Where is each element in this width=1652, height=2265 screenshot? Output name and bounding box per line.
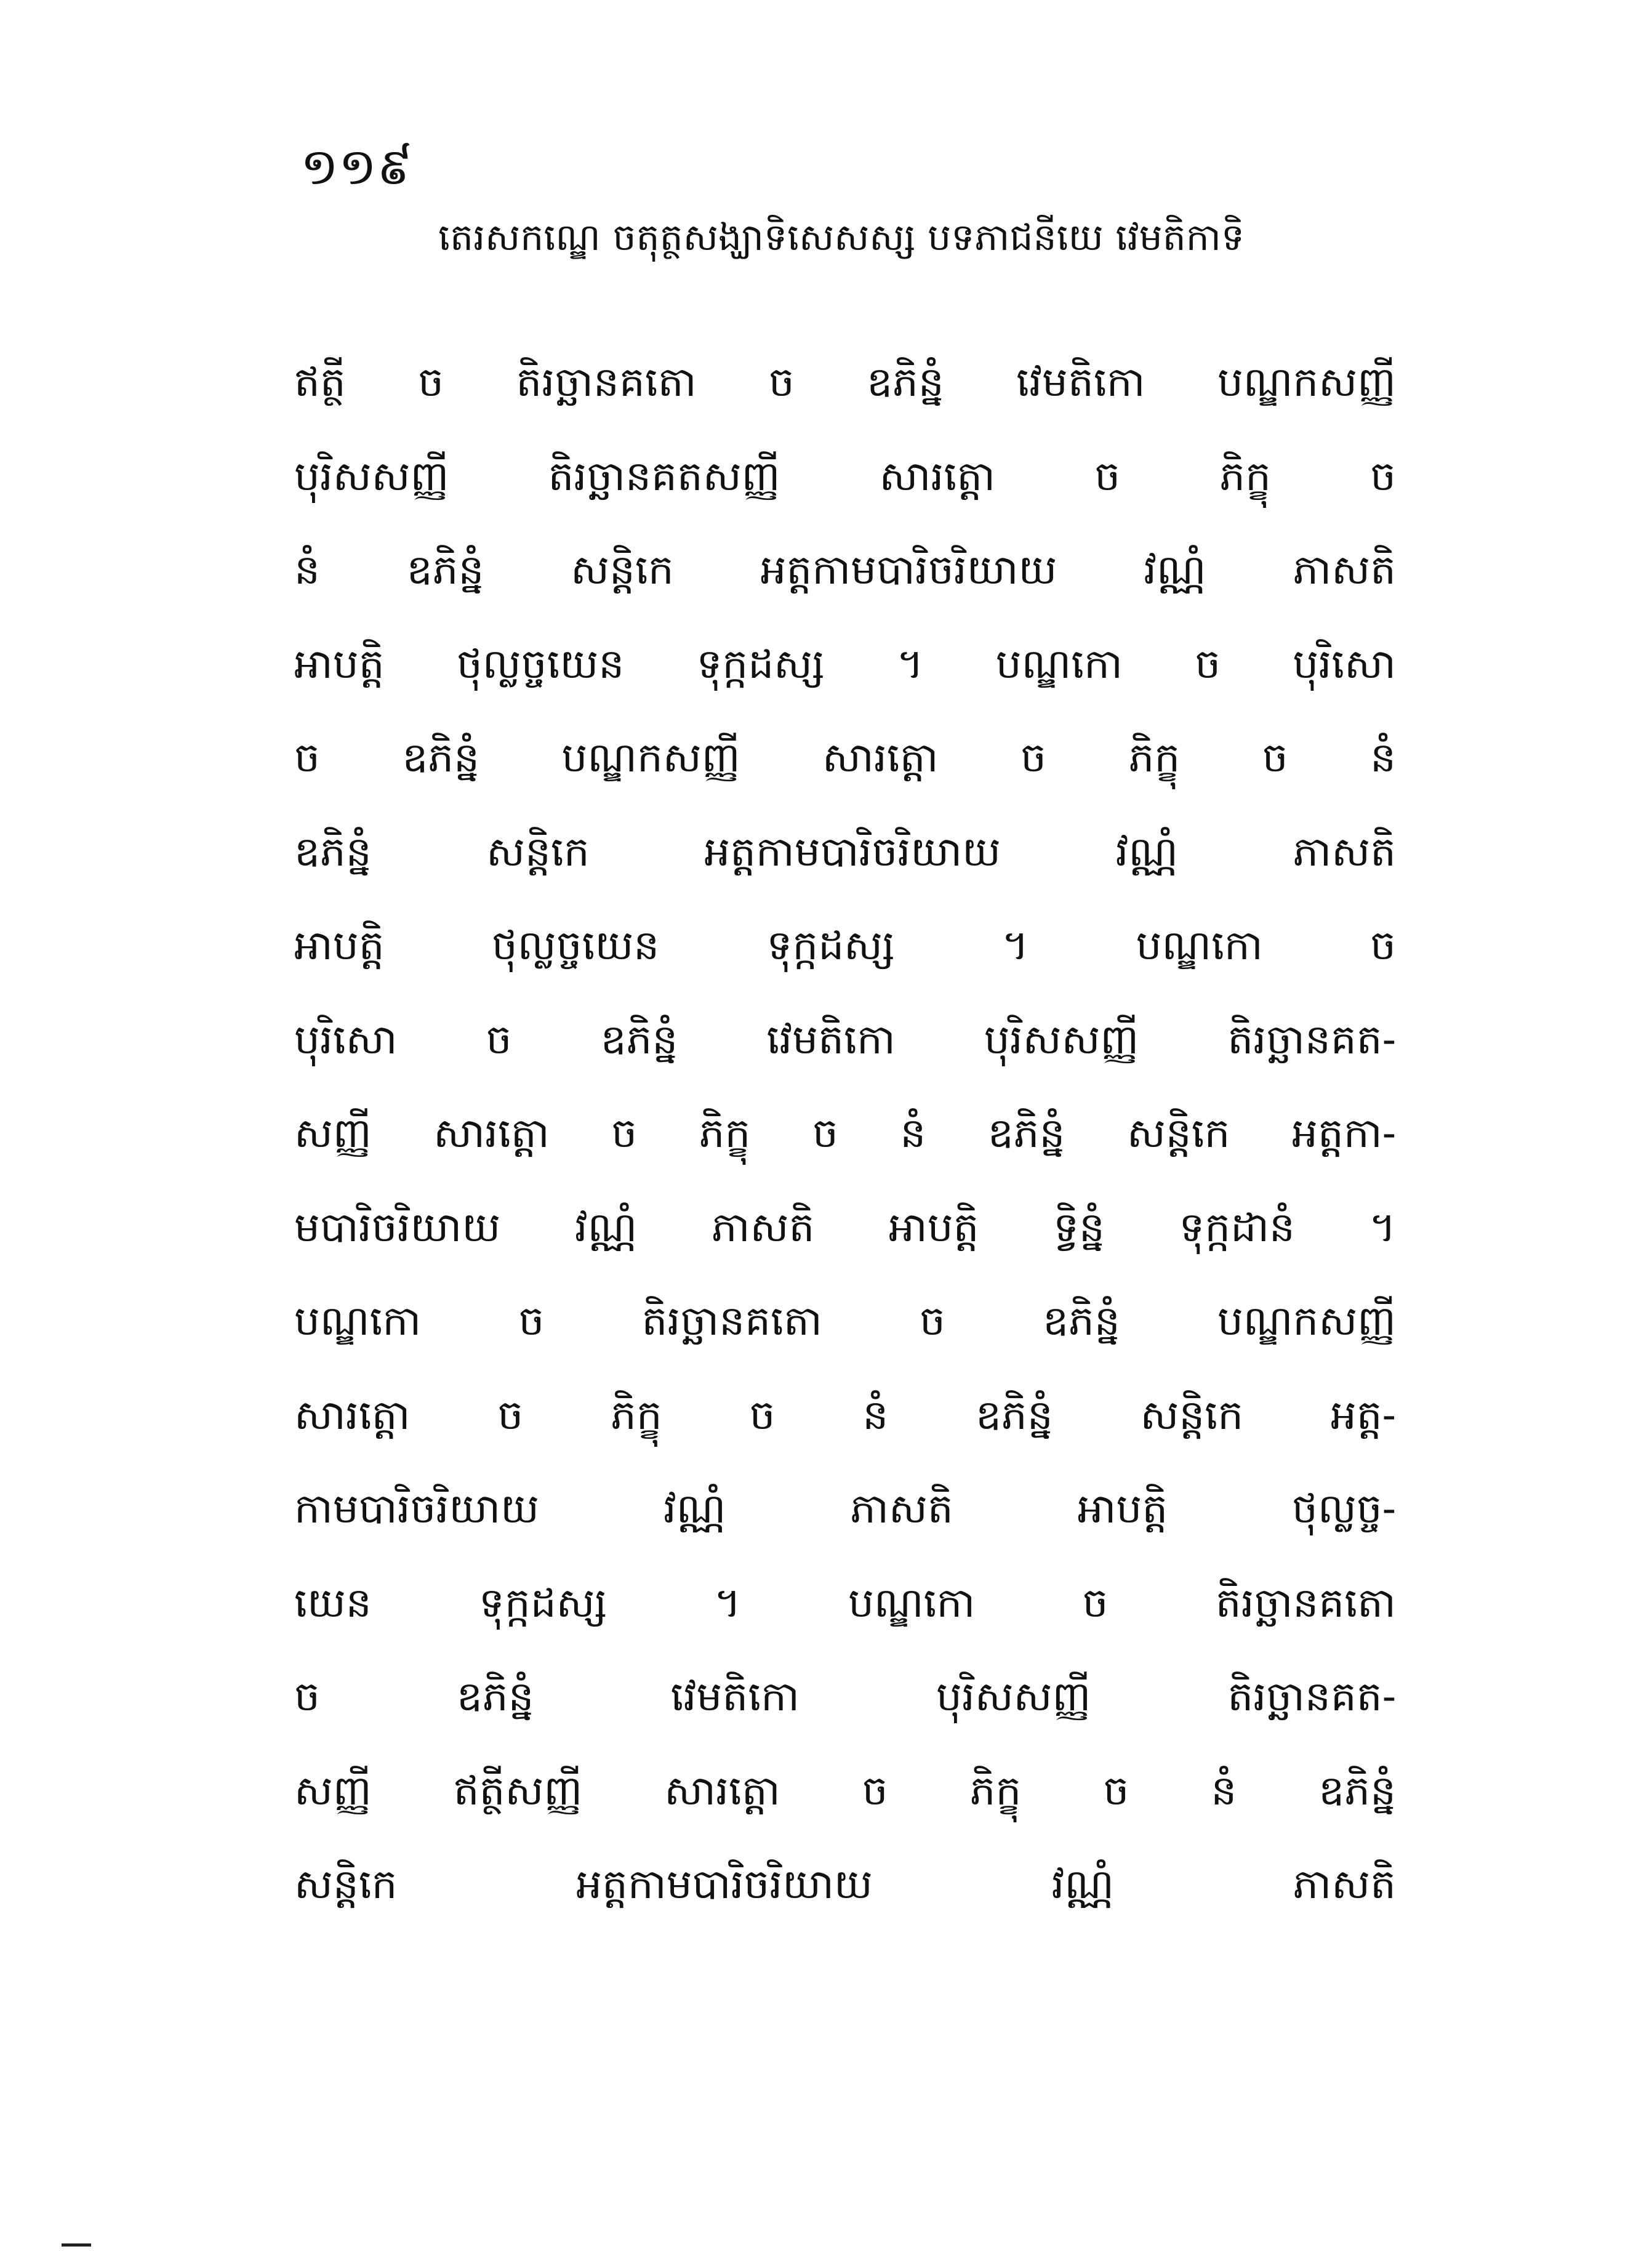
text-line: ច ឧភិន្នំ វេមតិកោ បុរិសសញ្ញី តិរច្ឆានគត-: [294, 1673, 1396, 1720]
text-line: សារត្តោ ច ភិក្ខុ ច នំ ឧភិន្នំ សន្តិកេ អត្ត-: [294, 1391, 1396, 1439]
page-number: ១១៩: [300, 138, 413, 196]
text-line: ឥត្ថី ច តិរច្ឆានគតោ ច ឧភិន្នំ វេមតិកោ បណ្ឌកសញ្ញី: [294, 358, 1396, 406]
text-line: នំ ឧភិន្នំ សន្តិកេ អត្តកាមបារិចរិយាយ វណ្ណំ ភាសតិ: [294, 546, 1396, 593]
running-header: តេរសកណ្ឌេ ចតុត្ថសង្ឃាទិសេសស្ស បទភាជនីយេ វេមតិកាទិ: [438, 216, 1245, 259]
text-line: បុរិសសញ្ញី តិរច្ឆានគតសញ្ញី សារត្តោ ច ភិក្ខុ ច: [294, 452, 1396, 500]
text-line: បុរិសោ ច ឧភិន្នំ វេមតិកោ បុរិសសញ្ញី តិរច្ឆានគត-: [294, 1015, 1396, 1063]
text-line: សន្តិកេ អត្តកាមបារិចរិយាយ វណ្ណំ ភាសតិ: [294, 1861, 1396, 1908]
text-line: យេន ទុក្កដស្ស ។ បណ្ឌកោ ច តិរច្ឆានគតោ: [294, 1579, 1396, 1627]
text-line: សញ្ញី ឥត្ថីសញ្ញី សារត្តោ ច ភិក្ខុ ច នំ ឧភិន្នំ: [294, 1766, 1396, 1814]
text-line: អាបត្តិ ថុល្លច្ចយេន ទុក្កដស្ស ។ បណ្ឌកោ ច បុរិសោ: [294, 640, 1396, 688]
text-line: អាបត្តិ ថុល្លច្ចយេន ទុក្កដស្ស ។ បណ្ឌកោ ច: [294, 922, 1396, 969]
text-line: សញ្ញី សារត្តោ ច ភិក្ខុ ច នំ ឧភិន្នំ សន្តិកេ អត្តកា-: [294, 1109, 1396, 1157]
text-line: ឧភិន្នំ សន្តិកេ អត្តកាមបារិចរិយាយ វណ្ណំ ភាសតិ: [294, 827, 1396, 875]
text-line: បណ្ឌកោ ច តិរច្ឆានគតោ ច ឧភិន្នំ បណ្ឌកសញ្ញី: [294, 1297, 1396, 1345]
scan-mark: [62, 2243, 91, 2247]
text-line: មបារិចរិយាយ វណ្ណំ ភាសតិ អាបត្តិ ទ្វិន្នំ ទុក្កដានំ ។: [294, 1203, 1396, 1251]
text-line: ច ឧភិន្នំ បណ្ឌកសញ្ញី សារត្តោ ច ភិក្ខុ ច នំ: [294, 734, 1396, 781]
body-text: [294, 336, 1396, 1932]
text-line: កាមបារិចរិយាយ វណ្ណំ ភាសតិ អាបត្តិ ថុល្លច្ច-: [294, 1485, 1396, 1532]
